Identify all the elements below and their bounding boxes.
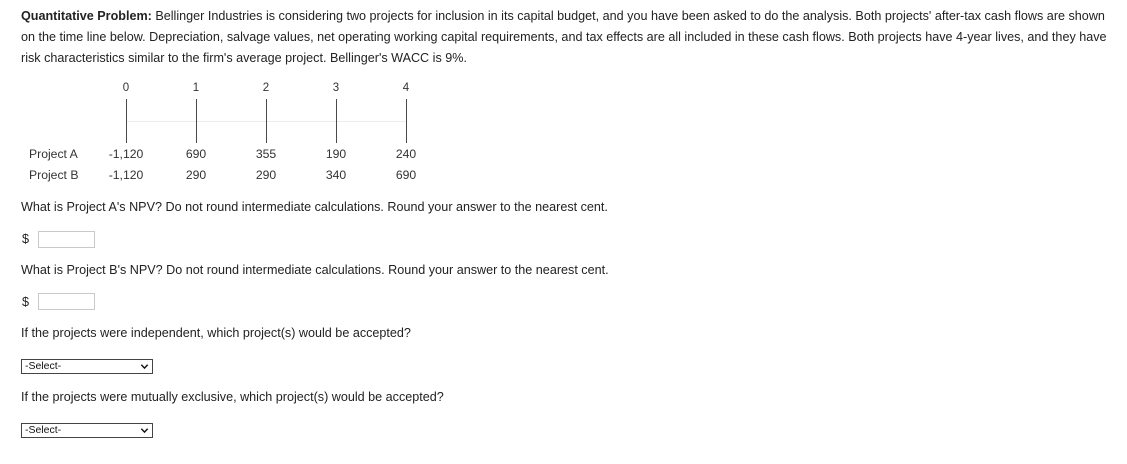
chevron-down-icon	[140, 362, 149, 371]
npv-b-question: What is Project B's NPV? Do not round intermediate calculations. Round your answer to the nearest cent.	[21, 263, 609, 277]
project-b-cash-flow: 340	[325, 168, 347, 182]
project-a-cash-flow: 190	[325, 147, 347, 161]
timeline-tick	[126, 99, 127, 143]
timeline-tick	[196, 99, 197, 143]
npv-b-currency: $	[22, 295, 30, 309]
timeline-tick	[406, 99, 407, 143]
period-label: 2	[262, 82, 270, 94]
independent-select-value: -Select-	[25, 360, 62, 372]
npv-a-currency: $	[22, 232, 30, 246]
timeline-tick	[336, 99, 337, 143]
project-a-cash-flow: 690	[185, 147, 207, 161]
exclusive-question: If the projects were mutually exclusive, which project(s) would be accepted?	[21, 390, 444, 404]
period-label: 4	[402, 82, 410, 94]
project-a-cash-flow: -1,120	[108, 147, 144, 161]
npv-b-input[interactable]	[38, 293, 95, 310]
npv-a-question: What is Project A's NPV? Do not round intermediate calculations. Round your answer to the nearest cent.	[21, 200, 608, 214]
project-b-label: Project B	[29, 168, 79, 182]
period-label: 0	[122, 82, 130, 94]
timeline-tick	[266, 99, 267, 143]
project-b-cash-flow: 690	[395, 168, 417, 182]
project-a-label: Project A	[29, 147, 78, 161]
period-label: 1	[192, 82, 200, 94]
chevron-down-icon	[140, 426, 149, 435]
exclusive-select-value: -Select-	[25, 424, 62, 436]
independent-select[interactable]	[21, 359, 153, 374]
period-label: 3	[332, 82, 340, 94]
problem-text: Bellinger Industries is considering two projects for inclusion in its capital budget, and you have been asked to do the analysis. Both projects' after-tax cash flows are shown on the time line below. Depreciation, salvage values, net operating working capital requirements, and tax effects are all included in these cash flows. Both projects have 4-year lives, and they have risk characteristics similar to the firm's average project. Bellinger's WACC is 9%.	[21, 9, 1107, 65]
project-a-cash-flow: 240	[395, 147, 417, 161]
project-b-cash-flow: -1,120	[108, 168, 144, 182]
problem-heading: Quantitative Problem:	[21, 9, 152, 23]
project-a-cash-flow: 355	[255, 147, 277, 161]
project-b-cash-flow: 290	[185, 168, 207, 182]
npv-a-input[interactable]	[38, 231, 95, 248]
exclusive-select[interactable]	[21, 423, 153, 438]
problem-statement	[21, 6, 1119, 69]
project-b-cash-flow: 290	[255, 168, 277, 182]
independent-question: If the projects were independent, which project(s) would be accepted?	[21, 326, 411, 340]
